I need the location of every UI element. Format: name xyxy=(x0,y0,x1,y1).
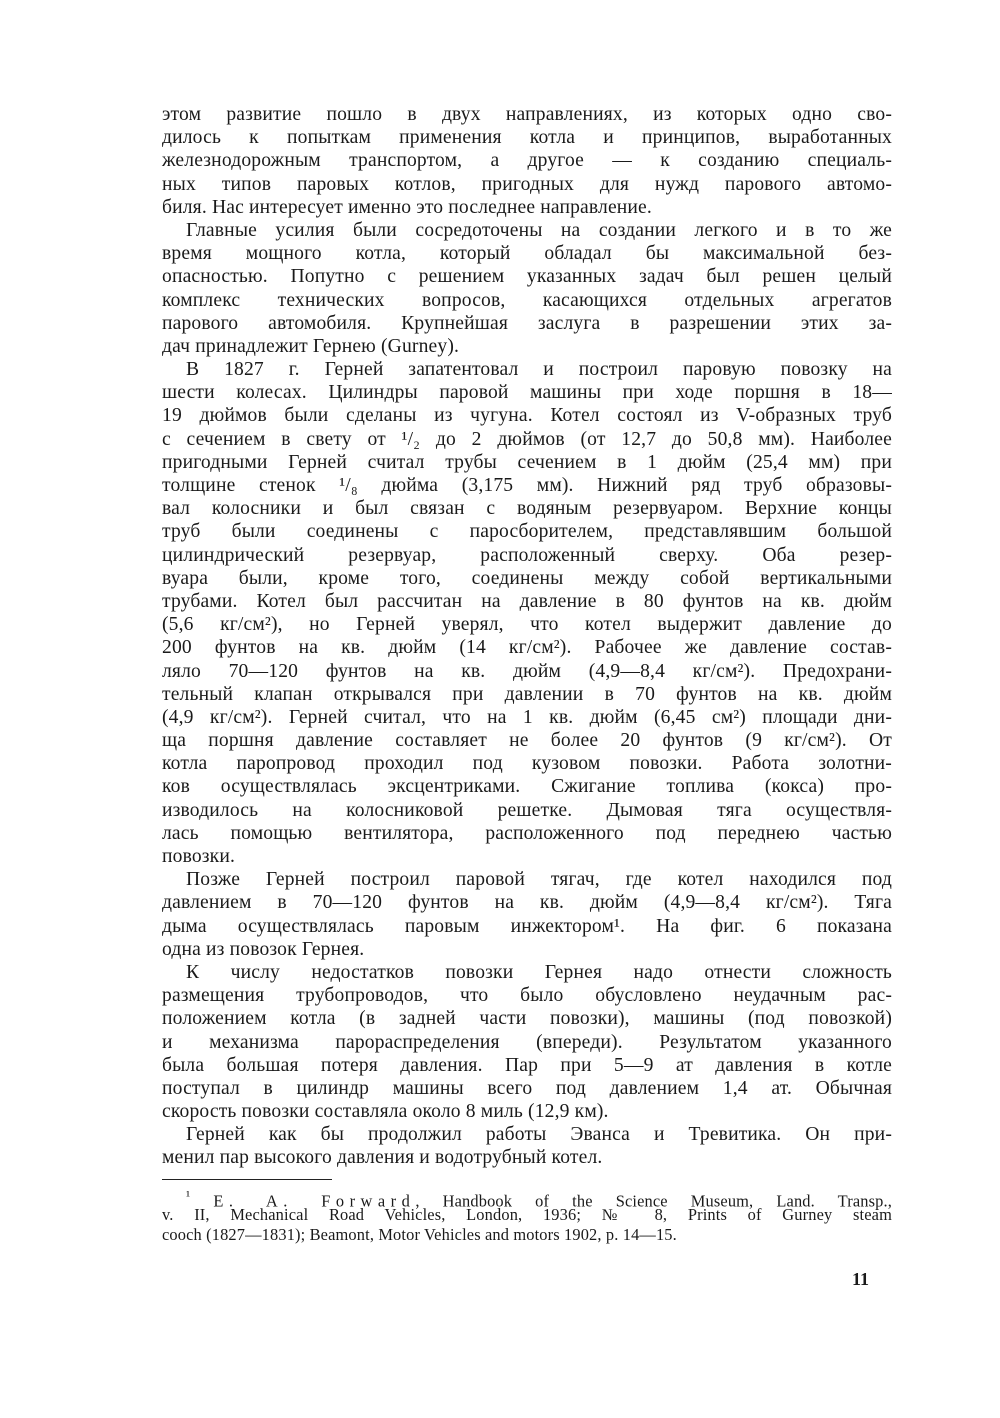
text-line: (4,9 кг/см²). Герней считал, что на 1 кв. дюйм (6,45 см²) площади дни- xyxy=(162,706,892,728)
text-line: Герней как бы продолжил работы Эванса и Тревитика. Он при- xyxy=(186,1124,892,1146)
text-line: давлением в 70—120 фунтов на кв. дюйм (4,9—8,4 кг/см²). Тяга xyxy=(162,892,892,914)
paragraph xyxy=(162,868,892,961)
text-line: В 1827 г. Герней запатентовал и построил паровую повозку на xyxy=(186,359,892,381)
paragraph xyxy=(162,961,892,1123)
paragraph xyxy=(162,1123,892,1169)
text-line: поступал в цилиндр машины всего под давлением 1,4 ат. Обычная xyxy=(162,1077,892,1099)
main-text xyxy=(162,103,892,1170)
text-line: Позже Герней построил паровой тягач, где котел находился под xyxy=(186,869,892,891)
footnote-author: E. A. Forward xyxy=(213,1191,416,1211)
text-line: труб были соединены с паросборителем, представлявшим большой xyxy=(162,521,892,543)
text-line: толщине стенок ¹/₈ дюйма (3,175 мм). Нижний ряд труб образовы- xyxy=(162,475,892,496)
text-line: ных типов паровых котлов, пригодных для нужд парового автомо- xyxy=(162,173,892,195)
text-line: дач принадлежит Гернею (Gurney). xyxy=(162,335,460,357)
footnote-line-3: cooch (1827—1831); Beamont, Motor Vehicles and motors 1902, p. 14—15. xyxy=(162,1224,677,1244)
text-line: комплекс технических вопросов, касающихся отдельных агрегатов xyxy=(162,289,892,311)
text-line: шести колесах. Цилиндры паровой машины при ходе поршня в 18— xyxy=(162,382,892,404)
text-line: железнодорожным транспортом, а другое — к созданию специаль- xyxy=(162,150,892,172)
text-line: К числу недостатков повозки Гернея надо отнести сложность xyxy=(186,961,892,983)
text-line: (5,6 кг/см²), но Герней уверял, что котел выдержит давление до xyxy=(162,614,892,636)
text-line: ков осуществлялась эксцентриками. Сжигание топлива (кокса) про- xyxy=(162,776,892,798)
text-line: положением котла (в задней части повозки), машины (под повозкой) xyxy=(162,1008,892,1030)
text-line: биля. Нас интересует именно это последнее направление. xyxy=(162,196,652,218)
text-line: была большая потеря давления. Пар при 5—9 ат давления в котле xyxy=(162,1054,892,1076)
text-line: трубами. Котел был рассчитан на давление в 80 фунтов на кв. дюйм xyxy=(162,590,892,612)
paragraph xyxy=(162,103,892,219)
footnote-rule xyxy=(162,1179,332,1180)
text-line: ща поршня давление составляет не более 20 фунтов (9 кг/см²). От xyxy=(162,730,892,752)
text-line: пригодными Герней считал трубы сечением в 1 дюйм (25,4 мм) при xyxy=(162,451,892,473)
text-line: Главные усилия были сосредоточены на создании легкого и в то же xyxy=(186,219,892,241)
text-line: вал колосники и был связан с водяным резервуаром. Верхние концы xyxy=(162,498,892,520)
text-line: дыма осуществлялась паровым инжектором¹. На фиг. 6 показана xyxy=(162,915,892,937)
text-line: ляло 70—120 фунтов на кв. дюйм (4,9—8,4 кг/см²). Предохрани- xyxy=(162,660,892,682)
text-line: с сечением в свету от ¹/₂ до 2 дюймов (от 12,7 до 50,8 мм). Наиболее xyxy=(162,428,892,450)
footnote-marker: ¹ xyxy=(186,1187,191,1203)
page-body xyxy=(162,103,892,1244)
footnote-line-2: v. II, Mechanical Road Vehicles, London, 1936; № 8, Prints of Gurney steam xyxy=(162,1205,892,1225)
text-line: повозки. xyxy=(162,846,236,867)
text-line: время мощного котла, который обладал бы максимальной без- xyxy=(162,243,892,265)
text-line: вуара были, кроме того, соединены между собой вертикальными xyxy=(162,567,892,589)
text-line: котла паропровод проходил под кузовом повозки. Работа золотни- xyxy=(162,753,892,775)
text-line: тельный клапан открывался при давлении в 70 фунтов на кв. дюйм xyxy=(162,683,892,705)
footnote xyxy=(162,1186,892,1245)
paragraph xyxy=(162,358,892,868)
text-line: лась помощью вентилятора, расположенного под переднею частью xyxy=(162,822,892,844)
text-line: опасностью. Попутно с решением указанных задач был решен целый xyxy=(162,266,892,288)
text-line: скорость повозки составляла около 8 миль (12,9 км). xyxy=(162,1101,609,1123)
footnote-line-1: $^{^1}$ E. A. Forward, Handbook of the Science Museum, Land. Transp., xyxy=(186,1187,892,1211)
text-line: 200 фунтов на кв. дюйм (14 кг/см²). Рабочее же давление состав- xyxy=(162,637,892,659)
text-line: одна из повозок Гернея. xyxy=(162,938,365,960)
text-line: дилось к попыткам применения котла и принципов, выработанных xyxy=(162,127,892,149)
paragraph xyxy=(162,219,892,358)
text-line: размещения трубопроводов, что было обусловлено неудачным рас- xyxy=(162,985,892,1007)
text-line: этом развитие пошло в двух направлениях, из которых одно сво- xyxy=(162,104,892,125)
text-line: и механизма парораспределения (впереди). Результатом указанного xyxy=(162,1031,892,1053)
text-line: менил пар высокого давления и водотрубный котел. xyxy=(162,1147,603,1169)
page-number: 11 xyxy=(852,1269,870,1289)
text-line: изводилось на колосниковой решетке. Дымовая тяга осуществля- xyxy=(162,799,892,821)
text-line: 19 дюймов были сделаны из чугуна. Котел состоял из V-образных труб xyxy=(162,405,892,427)
text-line: парового автомобиля. Крупнейшая заслуга в разрешении этих за- xyxy=(162,312,892,334)
text-line: цилиндрический резервуар, расположенный сверху. Оба резер- xyxy=(162,544,892,566)
